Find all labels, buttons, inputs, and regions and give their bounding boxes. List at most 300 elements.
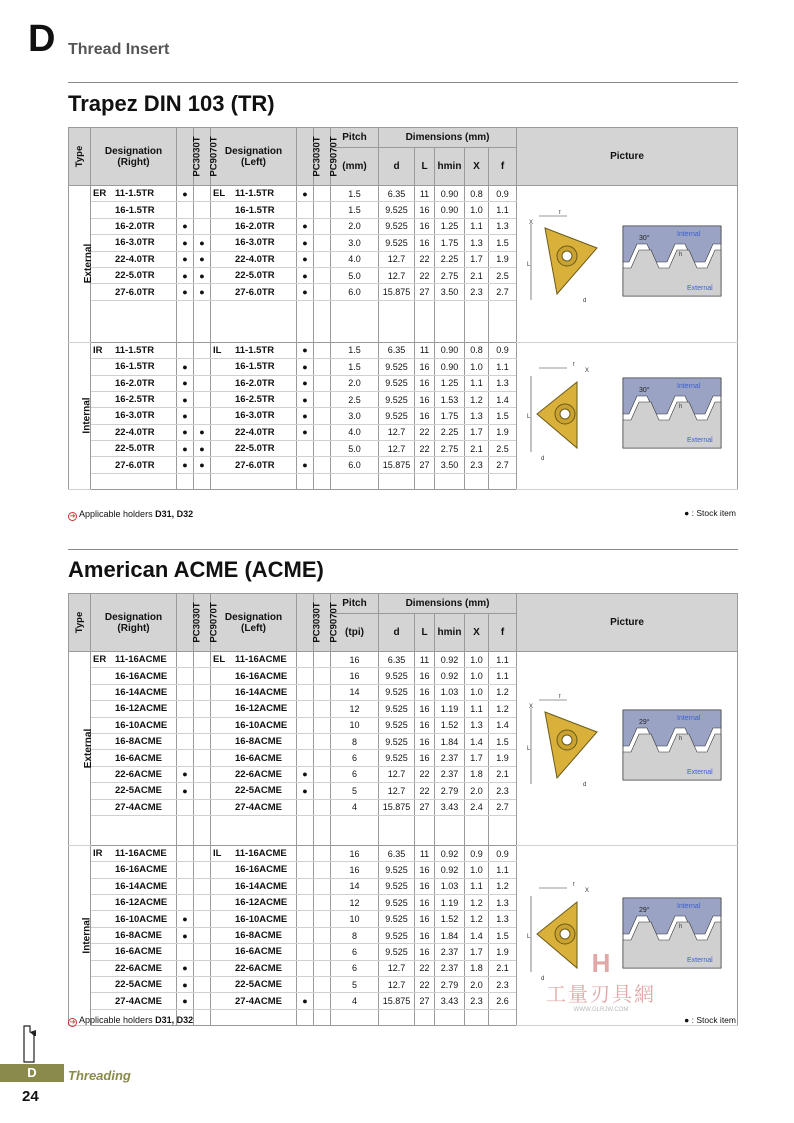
stock-pc3030t: [177, 895, 194, 911]
L-value: 22: [415, 424, 435, 440]
table-row: [69, 652, 738, 668]
dim-X-label: X: [585, 887, 590, 894]
col-picture: Picture: [517, 594, 738, 652]
stock-pc9070t: [314, 845, 331, 861]
designation-right: 16-12ACME: [91, 701, 177, 717]
L-value: 16: [415, 235, 435, 251]
stock-pc9070t: [194, 202, 211, 218]
stock-pc3030t: [297, 202, 314, 218]
stock-pc9070t: [314, 911, 331, 927]
X-value: 1.7: [465, 424, 489, 440]
stock-pc3030t: ●: [297, 766, 314, 782]
f-value: 1.3: [489, 218, 517, 234]
divider: [68, 549, 738, 550]
f-value: 1.2: [489, 878, 517, 894]
stock-pc3030t: [297, 684, 314, 700]
X-value: 1.2: [465, 391, 489, 407]
thread-profile: [623, 710, 721, 780]
designation-right: 16-2.0TR: [91, 218, 177, 234]
designation-right: 16-6ACME: [91, 750, 177, 766]
dim-d-label: d: [541, 455, 545, 462]
col-f: f: [489, 614, 517, 652]
designation-left: 27-6.0TR: [211, 284, 297, 300]
dim-X-label: X: [529, 219, 534, 226]
designation-left: 16-2.5TR: [211, 391, 297, 407]
stock-pc3030t: [297, 911, 314, 927]
stock-pc9070t: [194, 960, 211, 976]
hmin-value: 2.75: [435, 267, 465, 283]
pitch-value: 4.0: [331, 251, 379, 267]
designation-left: 16-3.0TR: [211, 408, 297, 424]
f-value: 1.3: [489, 911, 517, 927]
stock-pc3030t: [177, 733, 194, 749]
f-value: 1.1: [489, 359, 517, 375]
stock-pc3030t: ●: [297, 424, 314, 440]
d-value: 9.525: [379, 717, 415, 733]
designation-left: 27-6.0TR: [211, 457, 297, 473]
col-type: Type: [69, 128, 91, 186]
designation-right: 22-4.0TR: [91, 424, 177, 440]
stock-pc3030t: [297, 862, 314, 878]
L-value: 16: [415, 878, 435, 894]
pitch-value: 16: [331, 862, 379, 878]
hmin-value: 0.92: [435, 668, 465, 684]
f-value: 2.3: [489, 977, 517, 993]
col-designation-left: Designation (Left): [211, 594, 297, 652]
designation-left: EL 11-1.5TR: [211, 186, 297, 202]
pitch-value: 16: [331, 668, 379, 684]
stock-pc9070t: [194, 668, 211, 684]
d-value: 9.525: [379, 944, 415, 960]
designation-right: ER 11-16ACME: [91, 652, 177, 668]
stock-pc9070t: [314, 342, 331, 358]
pitch-value: 8: [331, 733, 379, 749]
designation-right: 22-5ACME: [91, 977, 177, 993]
stock-pc3030t: ●: [177, 267, 194, 283]
col-d: d: [379, 148, 415, 186]
f-value: 1.4: [489, 391, 517, 407]
f-value: 1.9: [489, 944, 517, 960]
insert-drawing: [527, 694, 727, 799]
dim-L-label: L: [527, 933, 531, 940]
stock-pc9070t: [314, 284, 331, 300]
stock-pc3030t: ●: [297, 457, 314, 473]
d-value: 12.7: [379, 766, 415, 782]
stock-pc3030t: [177, 652, 194, 668]
stock-pc9070t: [314, 766, 331, 782]
designation-right: 16-14ACME: [91, 878, 177, 894]
hmin-value: 0.90: [435, 202, 465, 218]
designation-right: 16-8ACME: [91, 733, 177, 749]
stock-pc3030t: [177, 202, 194, 218]
stock-pc9070t: ●: [194, 424, 211, 440]
tr-table: [68, 127, 738, 490]
X-value: 1.0: [465, 202, 489, 218]
d-value: 15.875: [379, 284, 415, 300]
stock-pc9070t: [314, 783, 331, 799]
L-value: 27: [415, 799, 435, 815]
picture-external: [517, 186, 738, 343]
d-value: 15.875: [379, 799, 415, 815]
designation-left: 22-5.0TR: [211, 441, 297, 457]
L-value: 11: [415, 186, 435, 202]
thread-angle-label: 30°: [639, 234, 650, 242]
X-value: 1.1: [465, 375, 489, 391]
stock-pc9070t: [314, 408, 331, 424]
thread-profile: [623, 226, 721, 296]
col-designation-right: Designation (Right): [91, 594, 177, 652]
external-label: External: [687, 436, 713, 444]
designation-left: 16-1.5TR: [211, 359, 297, 375]
f-value: 1.5: [489, 927, 517, 943]
stock-pc9070t: [194, 684, 211, 700]
stock-pc3030t: [297, 960, 314, 976]
footnote-holders: D31, D32: [155, 509, 194, 519]
col-grade-pc9070t: PC9070T: [194, 594, 211, 652]
stock-pc9070t: [314, 684, 331, 700]
footnote-text: Applicable holders: [79, 1015, 153, 1025]
X-value: 1.0: [465, 652, 489, 668]
hmin-value: 2.37: [435, 766, 465, 782]
d-value: 9.525: [379, 391, 415, 407]
stock-pc9070t: [194, 359, 211, 375]
f-value: 1.3: [489, 895, 517, 911]
picture-external: [517, 652, 738, 846]
designation-right: 22-5ACME: [91, 783, 177, 799]
L-value: 16: [415, 911, 435, 927]
X-value: 0.8: [465, 186, 489, 202]
stock-pc9070t: [194, 652, 211, 668]
d-value: 15.875: [379, 993, 415, 1009]
d-value: 12.7: [379, 783, 415, 799]
stock-pc3030t: ●: [177, 218, 194, 234]
L-value: 16: [415, 391, 435, 407]
designation-left: 27-4ACME: [211, 993, 297, 1009]
d-value: 6.35: [379, 342, 415, 358]
d-value: 12.7: [379, 251, 415, 267]
stock-pc3030t: ●: [297, 251, 314, 267]
stock-pc9070t: [314, 375, 331, 391]
X-value: 1.4: [465, 733, 489, 749]
designation-right: 16-2.5TR: [91, 391, 177, 407]
d-value: 9.525: [379, 668, 415, 684]
designation-left: 16-14ACME: [211, 684, 297, 700]
col-pitch-unit: (tpi): [331, 614, 379, 652]
hmin-value: 2.37: [435, 944, 465, 960]
section-title: Thread Insert: [68, 41, 170, 58]
f-value: 1.9: [489, 251, 517, 267]
col-grade-pc3030t: PC3030T: [177, 128, 194, 186]
X-value: 1.7: [465, 750, 489, 766]
d-value: 9.525: [379, 911, 415, 927]
stock-pc9070t: [314, 457, 331, 473]
stock-pc3030t: [177, 878, 194, 894]
stock-pc9070t: [194, 391, 211, 407]
L-value: 16: [415, 717, 435, 733]
f-value: 1.1: [489, 652, 517, 668]
stock-pc3030t: ●: [177, 783, 194, 799]
hmin-value: 1.84: [435, 927, 465, 943]
col-grade-pc9070t: PC9070T: [194, 128, 211, 186]
designation-left: 22-4.0TR: [211, 251, 297, 267]
pitch-value: 16: [331, 845, 379, 861]
L-value: 22: [415, 783, 435, 799]
pitch-value: 6: [331, 750, 379, 766]
col-picture: Picture: [517, 128, 738, 186]
stock-pc9070t: [314, 927, 331, 943]
stock-pc3030t: [297, 799, 314, 815]
stock-pc9070t: [314, 717, 331, 733]
X-value: 2.3: [465, 993, 489, 1009]
stock-pc3030t: ●: [177, 235, 194, 251]
footnote-holders: D31, D32: [155, 1015, 194, 1025]
stock-pc3030t: ●: [177, 927, 194, 943]
pitch-value: 1.5: [331, 359, 379, 375]
pitch-value: 4: [331, 799, 379, 815]
thread-angle-label: 29°: [639, 719, 650, 727]
insert-shape: [527, 210, 597, 304]
table-row: [69, 845, 738, 861]
dim-f-label: f: [573, 881, 575, 888]
pitch-value: 5: [331, 783, 379, 799]
arrow-circle-icon: ➔: [69, 1019, 76, 1026]
acme-footnote: [68, 1015, 193, 1027]
stock-pc3030t: ●: [177, 424, 194, 440]
stock-pc3030t: [297, 652, 314, 668]
hmin-value: 3.50: [435, 284, 465, 300]
col-grade-pc9070t: PC9070T: [314, 128, 331, 186]
internal-label: Internal: [677, 382, 701, 390]
stock-pc9070t: [314, 267, 331, 283]
hmin-value: 1.52: [435, 911, 465, 927]
col-pitch: Pitch: [331, 594, 379, 614]
stock-pc3030t: [177, 845, 194, 861]
stock-pc3030t: [297, 895, 314, 911]
pitch-value: 1.5: [331, 186, 379, 202]
dim-h-label: h: [679, 251, 683, 258]
pitch-value: 12: [331, 895, 379, 911]
pitch-value: 2.5: [331, 391, 379, 407]
L-value: 11: [415, 342, 435, 358]
d-value: 9.525: [379, 895, 415, 911]
hmin-value: 0.90: [435, 186, 465, 202]
stock-pc3030t: ●: [297, 783, 314, 799]
designation-left: 22-5ACME: [211, 977, 297, 993]
f-value: 1.5: [489, 733, 517, 749]
stock-pc9070t: [314, 218, 331, 234]
col-pitch: Pitch: [331, 128, 379, 148]
d-value: 9.525: [379, 375, 415, 391]
X-value: 1.4: [465, 927, 489, 943]
stock-pc9070t: [314, 251, 331, 267]
L-value: 22: [415, 441, 435, 457]
L-value: 11: [415, 845, 435, 861]
stock-pc9070t: [314, 944, 331, 960]
stock-pc9070t: [194, 799, 211, 815]
stock-pc3030t: [297, 878, 314, 894]
designation-right: 22-5.0TR: [91, 267, 177, 283]
d-value: 9.525: [379, 750, 415, 766]
stock-pc3030t: ●: [177, 186, 194, 202]
stock-pc9070t: [314, 750, 331, 766]
designation-right: 16-3.0TR: [91, 408, 177, 424]
d-value: 9.525: [379, 408, 415, 424]
stock-pc9070t: [194, 342, 211, 358]
d-value: 9.525: [379, 733, 415, 749]
col-pitch-unit: (mm): [331, 148, 379, 186]
hmin-value: 1.75: [435, 408, 465, 424]
L-value: 11: [415, 652, 435, 668]
f-value: 1.4: [489, 717, 517, 733]
f-value: 0.9: [489, 342, 517, 358]
pitch-value: 4: [331, 993, 379, 1009]
f-value: 2.3: [489, 783, 517, 799]
pitch-value: 14: [331, 684, 379, 700]
hmin-value: 2.79: [435, 977, 465, 993]
f-value: 2.7: [489, 799, 517, 815]
X-value: 1.2: [465, 895, 489, 911]
designation-right: 27-6.0TR: [91, 457, 177, 473]
hmin-value: 2.37: [435, 960, 465, 976]
f-value: 1.3: [489, 375, 517, 391]
col-X: X: [465, 148, 489, 186]
dim-L-label: L: [527, 413, 531, 420]
threading-tool-icon: [18, 1024, 44, 1064]
stock-pc3030t: ●: [297, 375, 314, 391]
insert-shape: [527, 694, 597, 788]
designation-right: 16-10ACME: [91, 911, 177, 927]
stock-pc9070t: ●: [194, 457, 211, 473]
L-value: 16: [415, 895, 435, 911]
L-value: 22: [415, 960, 435, 976]
watermark: [536, 950, 666, 1013]
hmin-value: 0.92: [435, 652, 465, 668]
thread-profile: [623, 378, 721, 448]
stock-pc3030t: ●: [297, 391, 314, 407]
insert-shape: [527, 362, 589, 462]
designation-left: 16-6ACME: [211, 944, 297, 960]
f-value: 1.1: [489, 668, 517, 684]
stock-pc3030t: [177, 684, 194, 700]
designation-right: 16-3.0TR: [91, 235, 177, 251]
designation-left: 22-6ACME: [211, 766, 297, 782]
d-value: 9.525: [379, 878, 415, 894]
pitch-value: 16: [331, 652, 379, 668]
stock-pc9070t: [314, 895, 331, 911]
designation-left: 16-16ACME: [211, 668, 297, 684]
dim-h-label: h: [679, 923, 683, 930]
designation-left: 22-5ACME: [211, 783, 297, 799]
designation-right: 22-5.0TR: [91, 441, 177, 457]
f-value: 2.5: [489, 267, 517, 283]
f-value: 1.5: [489, 235, 517, 251]
L-value: 16: [415, 375, 435, 391]
X-value: 1.1: [465, 878, 489, 894]
type-external: External: [69, 652, 91, 846]
stock-pc3030t: [297, 977, 314, 993]
divider: [68, 82, 738, 83]
col-X: X: [465, 614, 489, 652]
stock-pc9070t: [194, 701, 211, 717]
L-value: 16: [415, 701, 435, 717]
hmin-value: 0.92: [435, 862, 465, 878]
col-grade-pc3030t: PC3030T: [297, 594, 314, 652]
pitch-value: 6.0: [331, 284, 379, 300]
chapter-tab[interactable]: D: [0, 1064, 64, 1082]
f-value: 0.9: [489, 186, 517, 202]
stock-pc3030t: ●: [177, 284, 194, 300]
stock-pc3030t: ●: [177, 911, 194, 927]
col-d: d: [379, 614, 415, 652]
designation-left: 16-3.0TR: [211, 235, 297, 251]
designation-right: 22-6ACME: [91, 960, 177, 976]
stock-pc3030t: ●: [177, 251, 194, 267]
col-dimensions: Dimensions (mm): [379, 128, 517, 148]
f-value: 2.1: [489, 766, 517, 782]
dim-X-label: X: [585, 367, 590, 374]
stock-pc3030t: ●: [177, 375, 194, 391]
hmin-value: 1.03: [435, 878, 465, 894]
pitch-value: 8: [331, 927, 379, 943]
stock-pc3030t: ●: [297, 993, 314, 1009]
hmin-value: 3.43: [435, 799, 465, 815]
designation-right: 16-16ACME: [91, 668, 177, 684]
L-value: 16: [415, 750, 435, 766]
table-row: [69, 342, 738, 358]
f-value: 1.1: [489, 862, 517, 878]
col-grade-pc9070t: PC9070T: [314, 594, 331, 652]
stock-pc9070t: [314, 391, 331, 407]
designation-left: 22-6ACME: [211, 960, 297, 976]
hmin-value: 2.37: [435, 750, 465, 766]
stock-pc3030t: ●: [177, 359, 194, 375]
d-value: 9.525: [379, 701, 415, 717]
col-grade-pc3030t: PC3030T: [177, 594, 194, 652]
hmin-value: 1.52: [435, 717, 465, 733]
pitch-value: 6: [331, 944, 379, 960]
stock-pc3030t: [297, 944, 314, 960]
designation-left: 27-4ACME: [211, 799, 297, 815]
X-value: 1.0: [465, 684, 489, 700]
designation-right: 16-16ACME: [91, 862, 177, 878]
d-value: 6.35: [379, 845, 415, 861]
designation-left: 16-12ACME: [211, 895, 297, 911]
designation-left: 16-8ACME: [211, 927, 297, 943]
stock-pc3030t: [177, 799, 194, 815]
dim-f-label: f: [573, 361, 575, 368]
stock-pc3030t: ●: [297, 235, 314, 251]
stock-pc3030t: ●: [297, 186, 314, 202]
stock-pc9070t: [314, 652, 331, 668]
X-value: 1.1: [465, 218, 489, 234]
designation-left: 16-10ACME: [211, 717, 297, 733]
col-L: L: [415, 148, 435, 186]
stock-pc9070t: [194, 895, 211, 911]
designation-left: 16-12ACME: [211, 701, 297, 717]
X-value: 2.1: [465, 267, 489, 283]
pitch-value: 3.0: [331, 235, 379, 251]
designation-left: 16-16ACME: [211, 862, 297, 878]
hmin-value: 0.92: [435, 845, 465, 861]
L-value: 27: [415, 457, 435, 473]
L-value: 22: [415, 766, 435, 782]
L-value: 16: [415, 408, 435, 424]
stock-pc3030t: [297, 845, 314, 861]
hmin-value: 0.90: [435, 359, 465, 375]
stock-legend: ● : Stock item: [684, 1015, 736, 1025]
d-value: 6.35: [379, 186, 415, 202]
stock-pc9070t: ●: [194, 235, 211, 251]
